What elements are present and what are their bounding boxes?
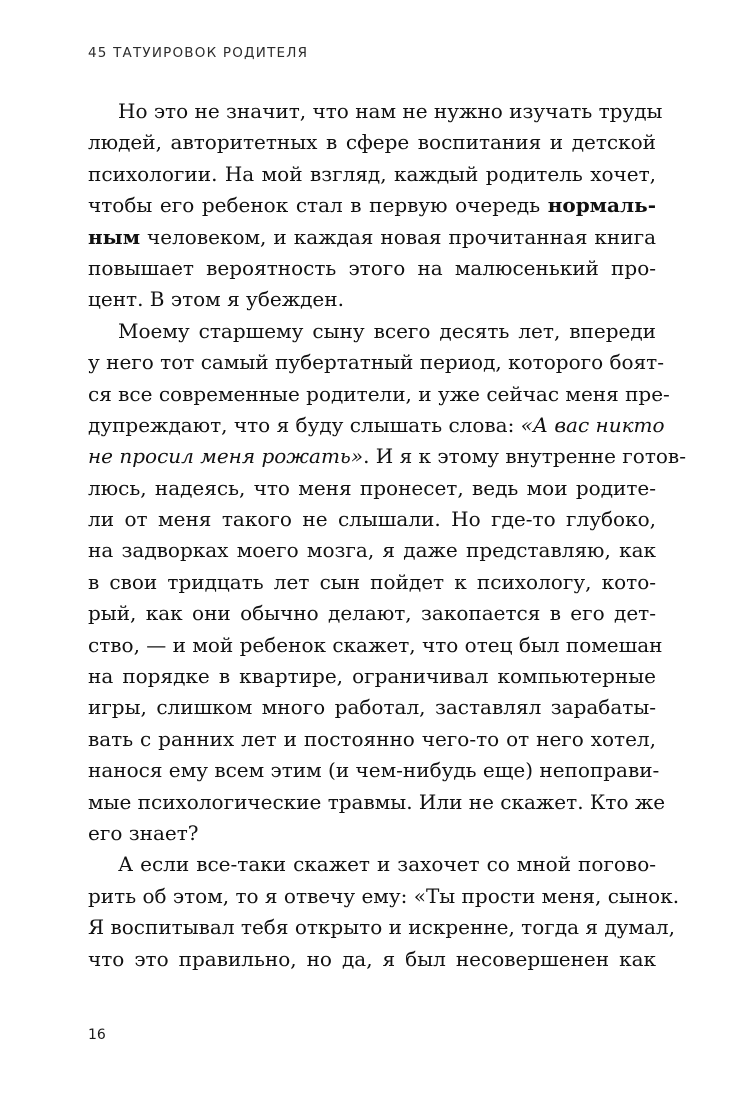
- text-line: на порядке в квартире, ограничивал компьютерные: [88, 664, 656, 689]
- text-line: люсь, надеясь, что меня пронесет, ведь мои родите-: [88, 475, 656, 500]
- page-number: 16: [88, 1027, 106, 1043]
- text-line: людей, авторитетных в сфере воспитания и детской: [88, 130, 656, 155]
- bold-term: нормаль-: [547, 193, 656, 218]
- text-line: нанося ему всем этим (и чем-нибудь еще) непоправи-: [88, 758, 660, 783]
- text-line: ным человеком, и каждая новая прочитанная книга: [88, 224, 656, 249]
- text-line: на задворках моего мозга, я даже представляю, как: [88, 538, 656, 563]
- text-line: мые психологические травмы. Или не скажет. Кто же: [88, 789, 666, 814]
- italic-quote: «А вас никто: [520, 412, 665, 437]
- text-line: вать с ранних лет и постоянно чего-то от него хотел,: [88, 726, 656, 751]
- text-line: у него тот самый пубертатный период, которого боят-: [88, 350, 665, 375]
- text-line: что это правильно, но да, я был несовершенен как: [88, 946, 656, 971]
- text-line: чтобы его ребенок стал в первую очередь нормаль-: [88, 193, 656, 218]
- text-line: Но это не значит, что нам не нужно изучать труды: [118, 99, 663, 123]
- text-line: дупреждают, что я буду слышать слова: «А вас никто: [88, 412, 665, 437]
- text-line: ли от меня такого не слышали. Но где-то глубоко,: [88, 507, 656, 532]
- text-line: Я воспитывал тебя открыто и искренне, тогда я думал,: [88, 915, 675, 940]
- text-line: Моему старшему сыну всего десять лет, впереди: [118, 318, 656, 343]
- text-line: его знает?: [88, 820, 199, 845]
- text-line: рить об этом, то я отвечу ему: «Ты прости меня, сынок.: [88, 883, 680, 908]
- text-line: игры, слишком много работал, заставлял зарабаты-: [88, 695, 656, 720]
- text-line: рый, как они обычно делают, закопается в его дет-: [88, 601, 656, 626]
- text-line: цент. В этом я убежден.: [88, 287, 344, 312]
- text-line: ся все современные родители, и уже сейчас меня пре-: [88, 381, 670, 406]
- text-line: не просил меня рожать». И я к этому внутренне готов-: [88, 444, 686, 469]
- body-text: [88, 96, 686, 975]
- text-line: психологии. На мой взгляд, каждый родитель хочет,: [88, 161, 656, 186]
- text-line: в свои тридцать лет сын пойдет к психологу, кото-: [88, 569, 656, 594]
- bold-term: ным: [88, 224, 141, 249]
- text-line: повышает вероятность этого на малюсенький про-: [88, 255, 656, 280]
- text-line: А если все-таки скажет и захочет со мной погово-: [118, 852, 656, 877]
- running-head: 45 ТАТУИРОВОК РОДИТЕЛЯ: [88, 45, 309, 61]
- text-line: ство, — и мой ребенок скажет, что отец был помешан: [88, 632, 663, 657]
- italic-quote: не просил меня рожать»: [88, 444, 364, 469]
